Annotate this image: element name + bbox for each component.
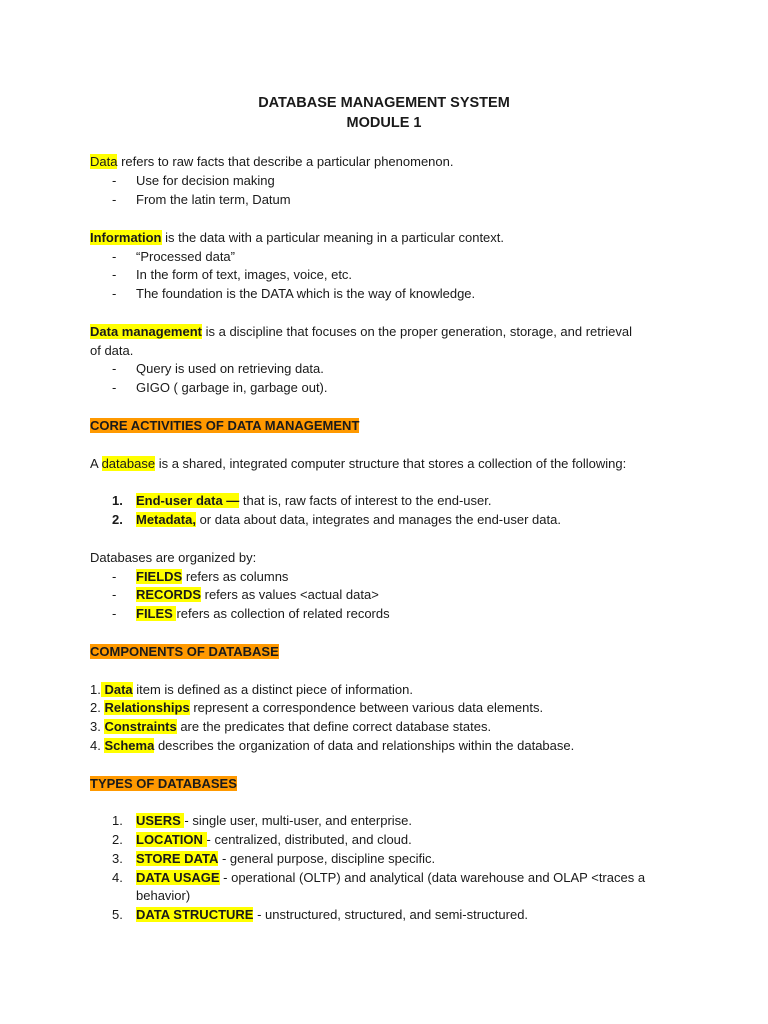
doc-subtitle: MODULE 1	[346, 115, 422, 131]
list-item: 3. STORE DATA - general purpose, discipline specific.	[112, 851, 436, 866]
organized-intro: Databases are organized by:	[90, 550, 257, 565]
section-heading-types: TYPES OF DATABASES	[90, 776, 237, 791]
list-item: 2. Relationships represent a correspondence between various data elements.	[90, 700, 544, 715]
database-definition: A database is a shared, integrated computer structure that stores a collection of the following:	[90, 456, 627, 471]
list-item: 4. DATA USAGE - operational (OLTP) and analytical (data warehouse and OLAP <traces a	[112, 870, 646, 885]
term-data: Data	[90, 154, 118, 169]
list-item: 3. Constraints are the predicates that define correct database states.	[90, 719, 492, 734]
list-item: - FILES refers as collection of related records	[112, 606, 390, 621]
list-item: 2. LOCATION - centralized, distributed, and cloud.	[112, 832, 412, 847]
list-item: - FIELDS refers as columns	[112, 569, 289, 584]
list-item: - GIGO ( garbage in, garbage out).	[112, 380, 328, 395]
list-item: 1. End-user data — that is, raw facts of interest to the end-user.	[112, 493, 492, 508]
list-item-cont: behavior)	[136, 888, 191, 903]
section-heading-components: COMPONENTS OF DATABASE	[90, 644, 279, 659]
list-item: - In the form of text, images, voice, etc.	[112, 267, 353, 282]
list-item: 4. Schema describes the organization of data and relationships within the database.	[90, 738, 575, 753]
list-item: - Use for decision making	[112, 173, 275, 188]
data-management-definition-cont: of data.	[90, 343, 134, 358]
doc-title: DATABASE MANAGEMENT SYSTEM	[258, 95, 510, 111]
term-information: Information	[90, 230, 162, 245]
list-item: 5. DATA STRUCTURE - unstructured, structured, and semi-structured.	[112, 907, 529, 922]
list-item: 1. USERS - single user, multi-user, and enterprise.	[112, 813, 413, 828]
section-heading-core-activities: CORE ACTIVITIES OF DATA MANAGEMENT	[90, 418, 360, 433]
list-item: - From the latin term, Datum	[112, 192, 291, 207]
list-item: - The foundation is the DATA which is the way of knowledge.	[112, 286, 476, 301]
data-management-definition: Data management is a discipline that focuses on the proper generation, storage, and retrieval	[90, 324, 632, 339]
data-definition: Data refers to raw facts that describe a particular phenomenon.	[90, 154, 454, 169]
term-data-management: Data management	[90, 324, 202, 339]
list-item: 2. Metadata, or data about data, integrates and manages the end-user data.	[112, 512, 561, 527]
term-database: database	[101, 456, 156, 471]
list-item: - Query is used on retrieving data.	[112, 361, 324, 376]
list-item: 1. Data item is defined as a distinct piece of information.	[90, 682, 414, 697]
list-item: - RECORDS refers as values <actual data>	[112, 587, 379, 602]
list-item: - “Processed data”	[112, 249, 235, 264]
information-definition: Information is the data with a particular meaning in a particular context.	[90, 230, 505, 245]
